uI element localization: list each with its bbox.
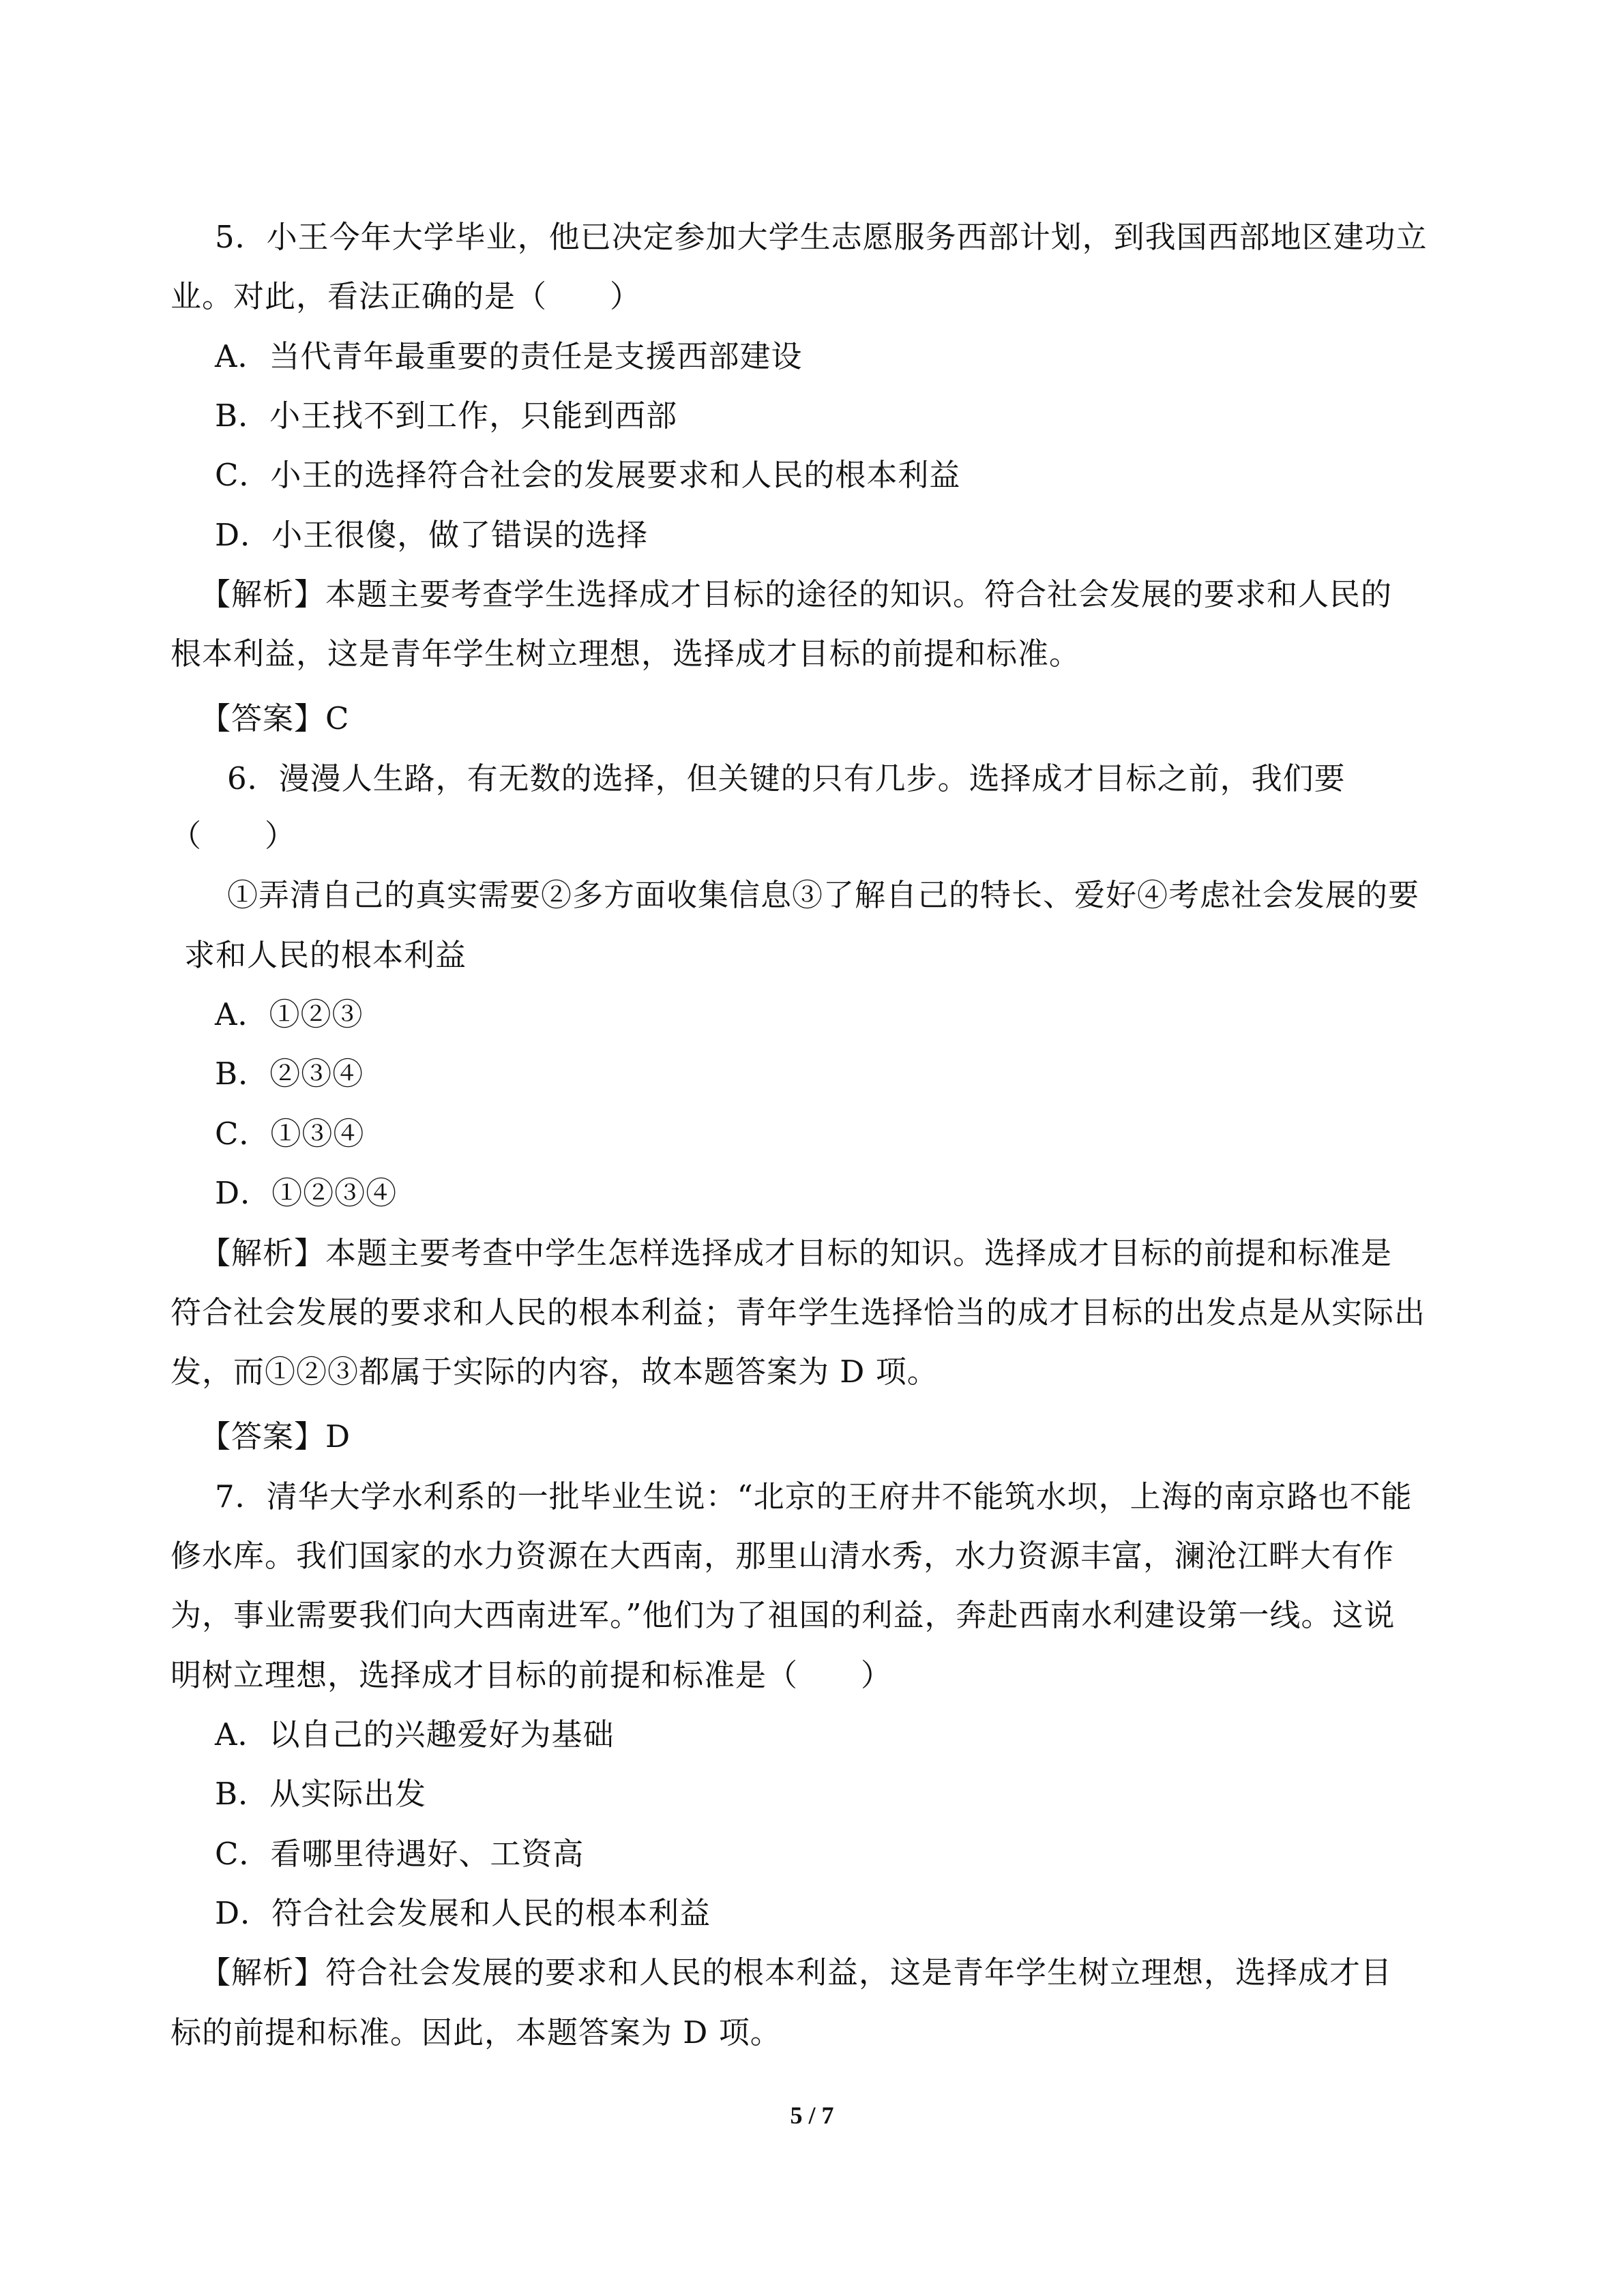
page-number: 5 / 7 [790,2102,834,2129]
q6-analysis-line2: 符合社会发展的要求和人民的根本利益；青年学生选择恰当的成才目标的出发点是从实际出 [171,1294,1426,1330]
q6-stem-line2: （ ） [171,818,297,854]
q6-option-a: A．①②③ [215,996,364,1032]
q5-option-d: D．小王很傻，做了错误的选择 [215,517,649,553]
q6-answer: 【答案】D [200,1418,351,1455]
q5-analysis-line2: 根本利益，这是青年学生树立理想，选择成才目标的前提和标准。 [171,636,1081,672]
q7-analysis-line2: 标的前提和标准。因此，本题答案为 D 项。 [171,2014,782,2051]
q7-stem-line2: 修水库。我们国家的水力资源在大西南，那里山清水秀，水力资源丰富，澜沧江畔大有作 [171,1538,1395,1574]
q6-items-line2: 求和人民的根本利益 [184,937,467,973]
q5-option-a: A．当代青年最重要的责任是支援西部建设 [215,338,803,374]
q7-stem-line1: 7．清华大学水利系的一批毕业生说：“北京的王府井不能筑水坝，上海的南京路也不能 [215,1478,1413,1515]
q5-option-b: B．小王找不到工作，只能到西部 [215,398,678,434]
q7-stem-line3: 为，事业需要我们向大西南进军。”他们为了祖国的利益，奔赴西南水利建设第一线。这说 [171,1597,1396,1633]
q5-stem-line2: 业。对此，看法正确的是（ ） [171,278,642,314]
q7-option-c: C．看哪里待遇好、工资高 [215,1836,585,1872]
q6-stem-line1: 6．漫漫人生路，有无数的选择，但关键的只有几步。选择成才目标之前，我们要 [227,760,1346,796]
q5-option-c: C．小王的选择符合社会的发展要求和人民的根本利益 [215,457,961,493]
q6-option-d: D．①②③④ [215,1175,398,1211]
q7-option-a: A．以自己的兴趣爱好为基础 [215,1716,615,1753]
q6-option-c: C．①③④ [215,1116,365,1152]
q6-items-line1: ①弄清自己的真实需要②多方面收集信息③了解自己的特长、爱好④考虑社会发展的要 [227,877,1420,913]
q6-analysis-line1: 【解析】本题主要考查中学生怎样选择成才目标的知识。选择成才目标的前提和标准是 [200,1235,1393,1271]
q5-answer: 【答案】C [200,700,350,736]
q7-option-b: B．从实际出发 [215,1776,427,1812]
q5-analysis-line1: 【解析】本题主要考查学生选择成才目标的途径的知识。符合社会发展的要求和人民的 [200,576,1393,612]
q5-stem-line1: 5．小王今年大学毕业，他已决定参加大学生志愿服务西部计划，到我国西部地区建功立 [215,219,1428,255]
q6-option-b: B．②③④ [215,1056,364,1092]
q7-stem-line4: 明树立理想，选择成才目标的前提和标准是（ ） [171,1657,893,1693]
q7-option-d: D．符合社会发展和人民的根本利益 [215,1895,711,1931]
q7-analysis-line1: 【解析】符合社会发展的要求和人民的根本利益，这是青年学生树立理想，选择成才目 [200,1954,1393,1991]
q6-analysis-line3: 发，而①②③都属于实际的内容，故本题答案为 D 项。 [171,1354,939,1390]
